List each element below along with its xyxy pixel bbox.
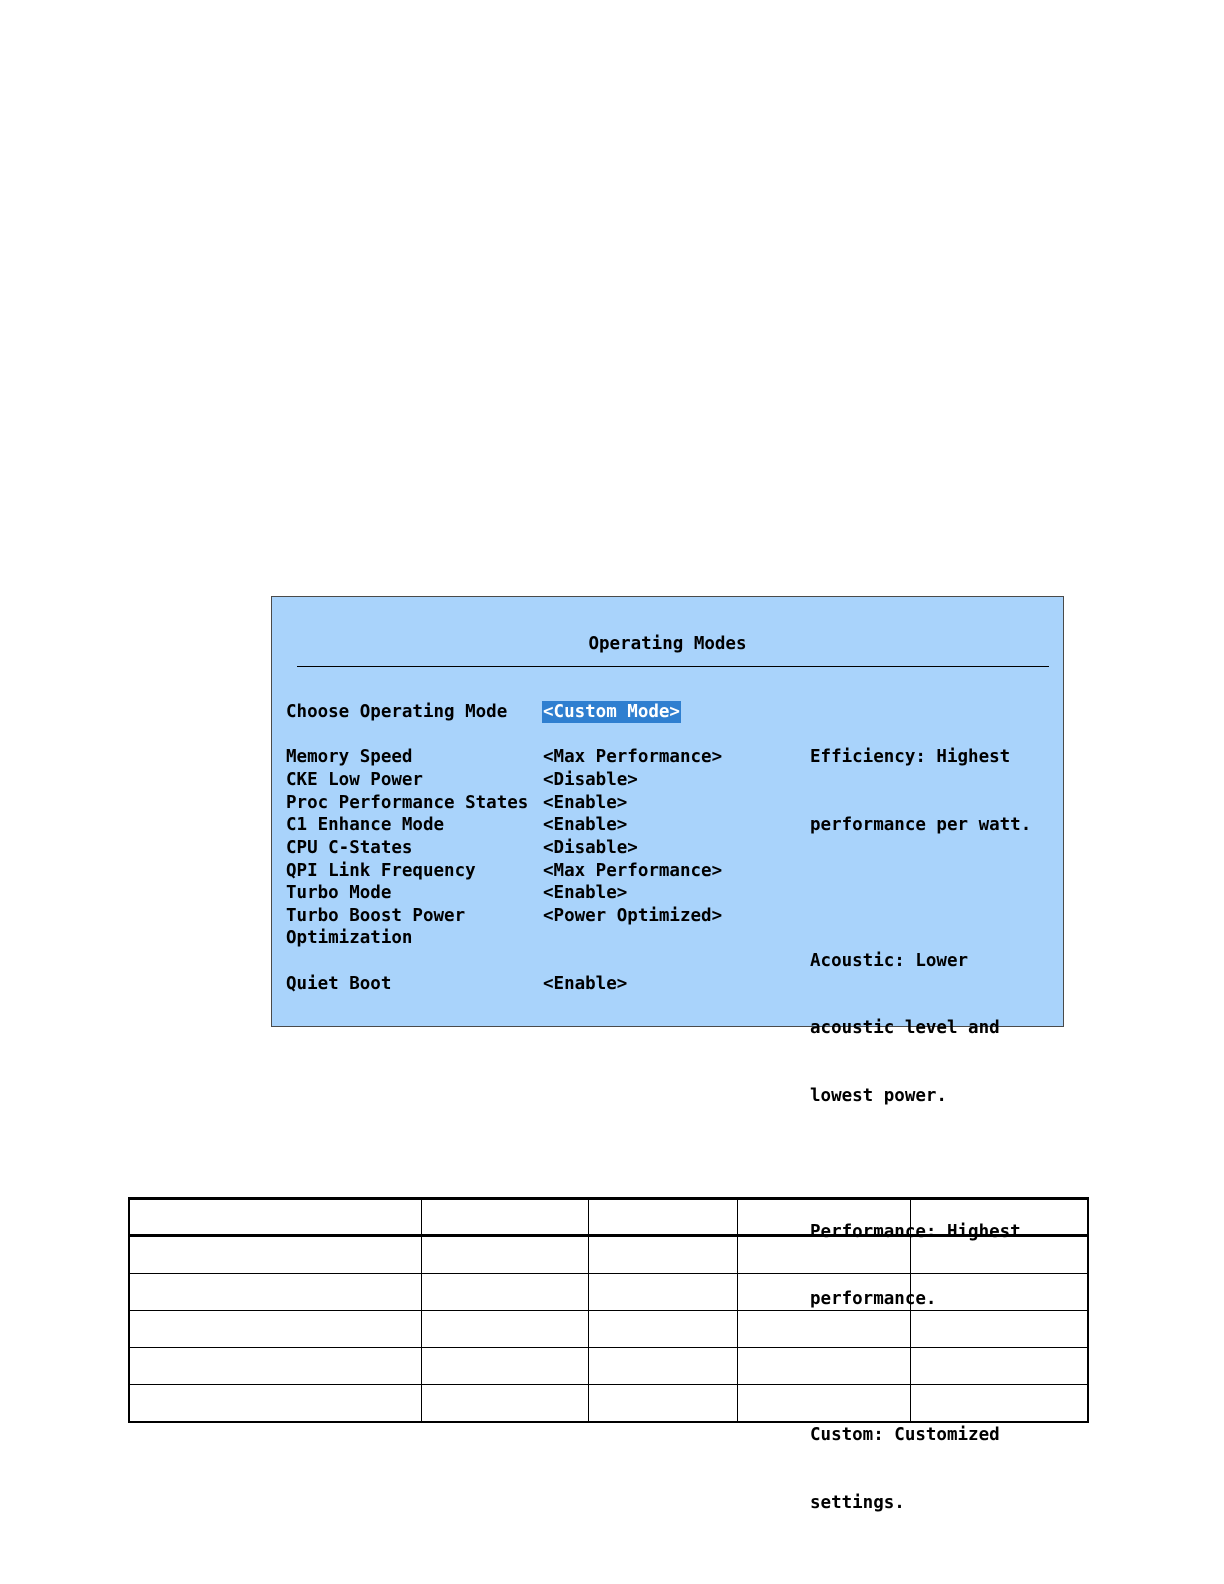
setting-row-cke-low-power[interactable] bbox=[286, 769, 638, 791]
table-cell bbox=[910, 1311, 1088, 1348]
table-cell bbox=[910, 1236, 1088, 1274]
table-cell bbox=[421, 1385, 588, 1423]
setting-label: Turbo Mode bbox=[286, 883, 392, 903]
help-text: settings. bbox=[810, 1492, 905, 1513]
table-row bbox=[129, 1236, 1088, 1274]
help-text: acoustic level and bbox=[810, 1018, 1000, 1039]
help-text bbox=[810, 1153, 1050, 1176]
setting-value[interactable]: <Enable> bbox=[543, 883, 628, 903]
table-header-row bbox=[129, 1199, 1088, 1236]
table-cell bbox=[910, 1348, 1088, 1385]
setting-label: Memory Speed bbox=[286, 747, 413, 767]
table-cell bbox=[129, 1348, 421, 1385]
setting-value[interactable]: <Power Optimized> bbox=[543, 906, 723, 926]
table-row bbox=[129, 1385, 1088, 1423]
help-text bbox=[810, 882, 1050, 905]
help-text: Efficiency: Highest bbox=[810, 747, 1011, 768]
table-cell bbox=[588, 1274, 737, 1311]
table-cell bbox=[421, 1311, 588, 1348]
setting-row-turbo-boost-power[interactable] bbox=[286, 905, 723, 927]
setting-label: Proc Performance States bbox=[286, 793, 529, 813]
table-cell bbox=[737, 1236, 910, 1274]
help-panel bbox=[810, 701, 1050, 1560]
table-cell bbox=[129, 1385, 421, 1423]
help-text: Custom: Customized bbox=[810, 1425, 1000, 1445]
setting-label: Choose Operating Mode bbox=[286, 702, 508, 722]
setting-row-turbo-mode[interactable] bbox=[286, 882, 628, 904]
help-text: performance. bbox=[810, 1289, 937, 1310]
setting-value[interactable]: <Max Performance> bbox=[543, 861, 723, 881]
setting-row-memory-speed[interactable] bbox=[286, 746, 723, 768]
setting-row-c1-enhance-mode[interactable] bbox=[286, 814, 628, 836]
title-divider bbox=[297, 666, 1049, 667]
setting-label: QPI Link Frequency bbox=[286, 861, 476, 881]
table-cell bbox=[588, 1199, 737, 1236]
table-row bbox=[129, 1348, 1088, 1385]
setting-label: Quiet Boot bbox=[286, 974, 392, 994]
setting-row-operating-mode[interactable] bbox=[286, 701, 680, 723]
setting-label: Turbo Boost Power bbox=[286, 906, 466, 926]
setting-row-cpu-c-states[interactable] bbox=[286, 837, 638, 859]
table-row bbox=[129, 1311, 1088, 1348]
table-cell bbox=[129, 1274, 421, 1311]
setting-label: CPU C-States bbox=[286, 838, 413, 858]
setting-row-qpi-link-frequency[interactable] bbox=[286, 860, 723, 882]
table-cell bbox=[129, 1199, 421, 1236]
table-cell bbox=[588, 1311, 737, 1348]
table-cell bbox=[421, 1348, 588, 1385]
screen-title: Operating Modes bbox=[588, 634, 747, 654]
setting-row-optimization-continued bbox=[286, 927, 413, 949]
table-cell bbox=[588, 1348, 737, 1385]
setting-label: C1 Enhance Mode bbox=[286, 815, 445, 835]
table-cell bbox=[421, 1199, 588, 1236]
empty-table bbox=[128, 1197, 1089, 1423]
table-cell bbox=[737, 1311, 910, 1348]
help-text: lowest power. bbox=[810, 1086, 947, 1107]
bios-setup-screen bbox=[271, 596, 1064, 1513]
table-cell bbox=[129, 1236, 421, 1274]
setting-value[interactable]: <Disable> bbox=[543, 770, 638, 790]
setting-value[interactable]: <Enable> bbox=[543, 793, 628, 813]
table-cell bbox=[910, 1199, 1088, 1236]
table-cell bbox=[910, 1274, 1088, 1311]
setting-row-quiet-boot[interactable] bbox=[286, 973, 628, 995]
help-text: Acoustic: Lower bbox=[810, 950, 969, 971]
setting-value[interactable]: <Max Performance> bbox=[543, 747, 723, 767]
setting-value[interactable]: <Enable> bbox=[543, 974, 628, 994]
setting-label: CKE Low Power bbox=[286, 770, 423, 790]
table-cell bbox=[737, 1348, 910, 1385]
setting-value[interactable]: <Disable> bbox=[543, 838, 638, 858]
help-text: performance per watt. bbox=[810, 814, 1032, 835]
table-cell bbox=[588, 1236, 737, 1274]
table-cell bbox=[588, 1385, 737, 1423]
setting-value-selected[interactable]: <Custom Mode> bbox=[543, 702, 680, 722]
table-cell bbox=[421, 1274, 588, 1311]
setting-row-proc-performance-states[interactable] bbox=[286, 792, 628, 814]
table-row bbox=[129, 1274, 1088, 1311]
table-cell bbox=[910, 1385, 1088, 1423]
table-cell bbox=[129, 1311, 421, 1348]
table-cell bbox=[421, 1236, 588, 1274]
help-text: Performance: Highest bbox=[810, 1221, 1021, 1242]
setting-value[interactable]: <Enable> bbox=[543, 815, 628, 835]
table-cell bbox=[737, 1385, 910, 1423]
setting-label: Optimization bbox=[286, 928, 413, 948]
table-cell bbox=[737, 1274, 910, 1311]
table-cell bbox=[737, 1199, 910, 1236]
